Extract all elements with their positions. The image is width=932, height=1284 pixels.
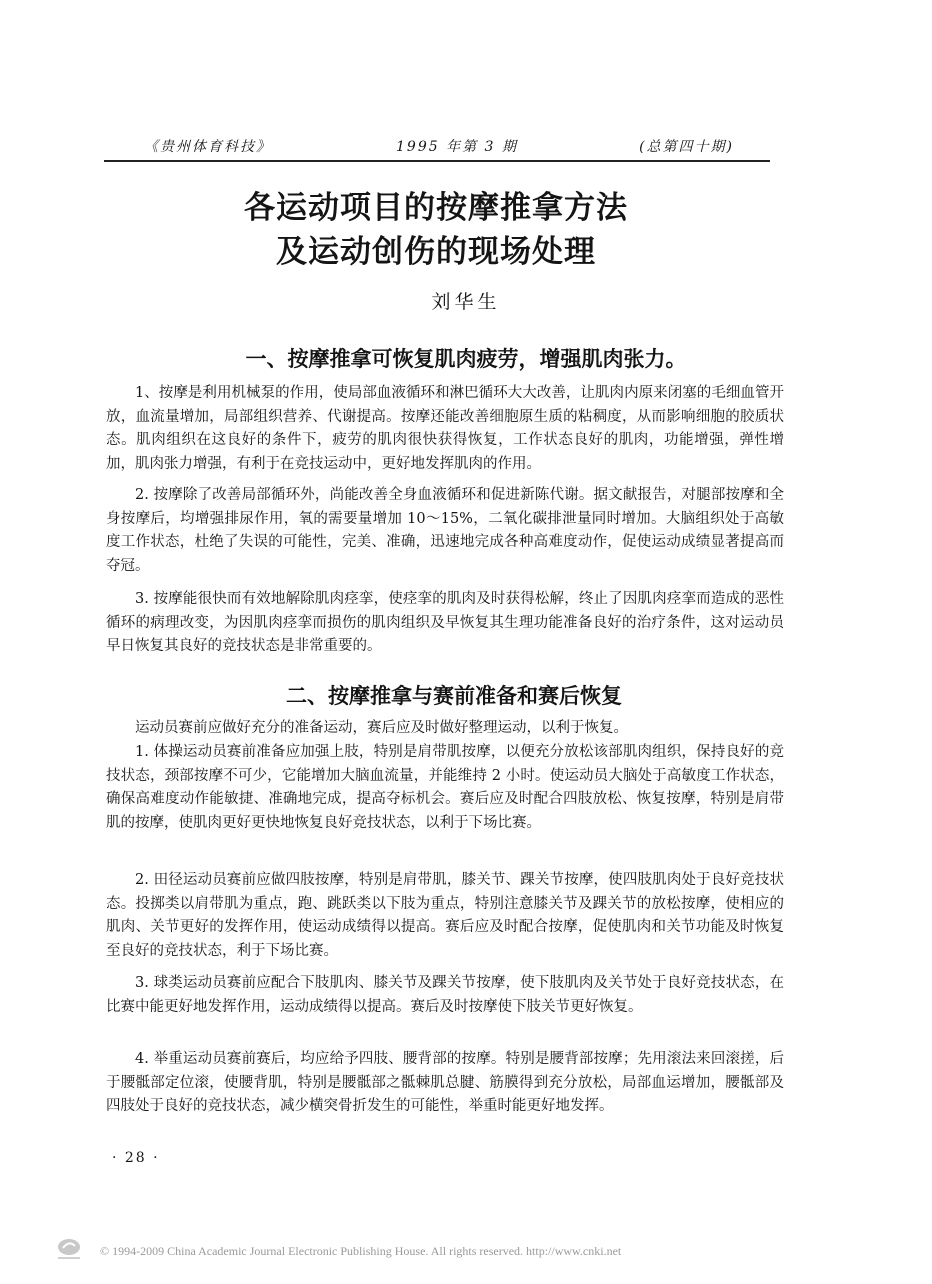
article-title-line-2: 及运动创伤的现场处理 [276,234,596,270]
copyright-text: © 1994-2009 China Academic Journal Electronic Publishing House. All rights reserved. http://www.cnki.net [100,1244,622,1258]
paragraph: 3. 按摩能很快而有效地解除肌肉痉挛，使痉挛的肌肉及时获得松解，终止了因肌肉痉挛而造成的恶性循环的病理改变，为因肌肉痉挛而损伤的肌肉组织及早恢复其生理功能准备良好的治疗条件，这对运动员早日恢复其良好的竞技状态是非常重要的。 [106,591,784,654]
paragraph: 1. 体操运动员赛前准备应加强上肢，特别是肩带肌按摩，以便充分放松该部肌肉组织，保持良好的竞技状态，颈部按摩不可少，它能增加大脑血流量，并能维持 2 小时。使运动员大脑处于高敏度工作状态，确保高难度动作能敏捷、准确地完成，提高夺标机会。赛后应及时配合四肢放松、恢复按摩，特别是肩带肌的按摩，使肌肉更好更快地恢复良好竞技状态，以利于下场比赛。 [106,744,784,831]
paragraph: 1、按摩是利用机械泵的作用，使局部血液循环和淋巴循环大大改善，让肌肉内原来闭塞的毛细血管开放，血流量增加，局部组织营养、代谢提高。按摩还能改善细胞原生质的粘稠度，从而影响细胞的胶质状态。肌肉组织在这良好的条件下，疲劳的肌肉很快获得恢复，工作状态良好的肌肉，功能增强，弹性增加，肌肉张力增强，有利于在竞技运动中，更好地发挥肌肉的作用。 [106,385,784,472]
section-heading-1: 一、按摩推拿可恢复肌肉疲劳，增强肌肉张力。 [245,347,687,371]
issue-number: 1995 年第 3 期 [396,139,518,155]
paragraph: 4. 举重运动员赛前赛后，均应给予四肢、腰背部的按摩。特别是腰背部按摩；先用滚法来回滚搓，后于腰骶部定位滚，使腰背肌，特别是腰骶部之骶棘肌总腱、筋膜得到充分放松，局部血运增加，腰骶部及四肢处于良好的竞技状态，减少横突骨折发生的可能性，举重时能更好地发挥。 [106,1051,784,1114]
author-name: 刘华生 [431,291,501,313]
journal-name: 《贵州体育科技》 [144,139,272,155]
paragraph: 2. 按摩除了改善局部循环外，尚能改善全身血液循环和促进新陈代谢。据文献报告，对腿部按摩和全身按摩后，均增强排尿作用，氧的需要量增加 10～15%，二氧化碳排泄量同时增加。大脑组织处于高敏度工作状态，杜绝了失误的可能性，完美、准确，迅速地完成各种高难度动作，促使运动成绩显著提高而夺冠。 [106,487,784,574]
paragraph: 3. 球类运动员赛前应配合下肢肌肉、膝关节及踝关节按摩，使下肢肌肉及关节处于良好竞技状态，在比赛中能更好地发挥作用，运动成绩得以提高。赛后及时按摩使下肢关节更好恢复。 [106,975,784,1015]
page-number: · 28 · [112,1150,160,1166]
header-rule [104,160,770,162]
paragraph: 运动员赛前应做好充分的准备运动，赛后应及时做好整理运动，以利于恢复。 [135,720,628,736]
article-title-line-1: 各运动项目的按摩推拿方法 [244,190,628,226]
section-heading-2: 二、按摩推拿与赛前准备和赛后恢复 [286,684,622,708]
cnki-logo-icon [54,1236,84,1262]
paragraph: 2. 田径运动员赛前应做四肢按摩，特别是肩带肌，膝关节、踝关节按摩，使四肢肌肉处于良好竞技状态。投掷类以肩带肌为重点，跑、跳跃类以下肢为重点，特别注意膝关节及踝关节的放松按摩，使相应的肌肉、关节更好的发挥作用，使运动成绩得以提高。赛后应及时配合按摩，促使肌肉和关节功能及时恢复至良好的竞技状态，利于下场比赛。 [106,872,784,959]
copyright-footer [54,1236,754,1266]
running-header [104,136,770,160]
serial-number: (总第四十期) [639,139,734,155]
